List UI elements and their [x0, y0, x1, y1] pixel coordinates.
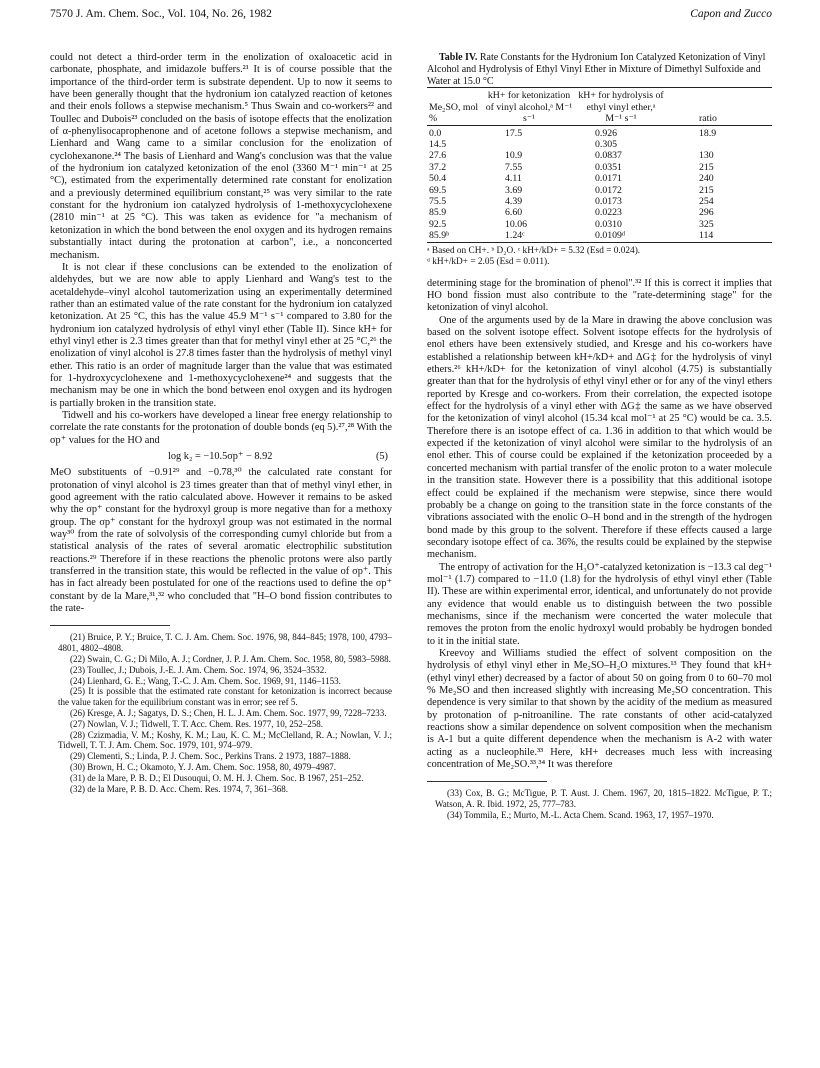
table-cell: 69.5 [429, 184, 447, 196]
footnote: (27) Nowlan, V. J.; Tidwell, T. T. Acc. Chem. Res. 1977, 10, 252–258. [70, 718, 324, 729]
table-footnote: ᵈ kH+/kD+ = 2.05 (Esd = 0.011). [427, 256, 550, 267]
table-cell: 0.0351 [595, 161, 622, 173]
table-cell [483, 139, 575, 150]
footnotes-right [427, 788, 772, 820]
table-cell: 50.4 [429, 173, 447, 185]
column-header: Me₂SO, mol % [429, 101, 479, 125]
table-cell: 215 [699, 161, 714, 173]
table-cell: 7.55 [505, 161, 523, 173]
paragraph: could not detect a third-order term in the enolization of oxaloacetic acid in carbonate, phosphate, and imidazole buffers.²¹ It is of course possible that the importance of the third-order term is substrate dependent. Up to now it seems to have been generally thought that the hydronium ion catalyzed reaction of ketones and their enols follows a stepwise mechanism.⁵ Thus Swain and co-workers²² and Toullec and Dubois²³ concluded on the basis of isotope effects that the enolization of α-phenylisocaprophenone and of acetone follows a stepwise mechanism, and Lienhard and Wang came to a similar conclusion for the enolization of cyclohexanone.²⁴ The basis of Lienhard and Wang's conclusion was that the value of the hydronium ion catalyzed ketonization of the enol (3360 M⁻¹ min⁻¹ at 25 °C), estimated from the experimentally determined rate constant for enolization and a previously determined equilibrium constant,²⁵ was very similar to the rate constant for the hydronium ion catalyzed hydrolysis of 1-methoxycyclohexene (2810 min⁻¹ at 25 °C). This was taken as evidence for "a mechanism of ketonization in which the bond between the enol oxygen and its hydrogen remains substantially intact during the protonation at carbon", i.e., a nonconcerted mechanism. [50, 52, 392, 261]
table-cell: 85.9 [429, 207, 447, 219]
authors-running-head: Capon and Zucco [690, 8, 772, 20]
table-header-row [427, 90, 772, 125]
footnotes-left [50, 632, 392, 794]
table-cell: 17.5 [505, 127, 523, 139]
table-cell: 0.0171 [595, 173, 622, 185]
left-column [50, 52, 392, 794]
footnote: (34) Tommila, E.; Murto, M.-L. Acta Chem. Scand. 1963, 17, 1957–1970. [447, 810, 714, 821]
table-cell: 296 [699, 207, 714, 219]
table-row [427, 219, 772, 230]
table-cell: 130 [699, 150, 714, 162]
table-footnote: ᵃ Based on CH+. ᵇ D₂O. ᶜ kH+/kD+ = 5.32 (Esd = 0.024). [427, 245, 641, 256]
table-cell: 85.9ᵇ [429, 230, 450, 242]
paragraph: One of the arguments used by de la Mare in drawing the above conclusion was based on the solvent isotope effect. Solvent isotope effects for the hydrolysis of enol ethers have been extensively studied, and Kresge and his co-workers have established a relationship between kH+/kD+ and ΔG‡ for the hydrolysis of vinyl ethers.²⁶ kH+/kD+ for the ketonization of vinyl alcohol (4.75) is substantially greater than that for the hydrolysis of ethyl vinyl ether or for any of the vinyl ethers reported by Kresge and co-workers. From their correlation, the expected isotope effect for the hydrolysis of a vinyl ether with ΔG‡ the same as we have observed for the ketonization of vinyl alcohol (15.34 kcal mol⁻¹ at 25 °C) would be ca. 3.5. Therefore there is an isotope effect of ca. 1.36 in addition to that which would be expected if the ketonization of vinyl alcohol were similar to the hydrolysis of an enol ether. This of course could be explained if the ketonization proceeded by a concerted mechanism with partial transfer of the enolic proton to a water molecule in the transition state. However there is a possibility that this additional isotope effect could be explained if the mechanism were stepwise, since there would probably be a change on going to the transition state in the force constants of the vibrations associated with the enolic O–H bond and in the strength of the hydrogen bond made by this group to the solvent. Therefore if these effects caused a large secondary isotope effect of ca. 36%, the results could be explained by the stepwise mechanism. [427, 314, 772, 561]
table-cell: 0.305 [595, 139, 618, 151]
table-row [427, 150, 772, 161]
column-header: kH+ for ketonization of vinyl alcohol,ᵃ M⁻¹ s⁻¹ [485, 90, 573, 125]
paragraph: Tidwell and his co-workers have developed a linear free energy relationship to correlate the rate constants for the protonation of double bonds (eq 5).²⁷,²⁸ With the σp⁺ values for the HO and [50, 409, 392, 446]
table-caption [427, 52, 772, 87]
table-cell: 325 [699, 218, 714, 230]
footnote: (32) de la Mare, P. B. D. Acc. Chem. Res. 1974, 7, 361–368. [70, 783, 288, 794]
table-iv [427, 52, 772, 268]
table-cell: 114 [699, 230, 714, 242]
table-cell: 4.39 [505, 196, 523, 208]
footnote: (30) Brown, H. C.; Okamoto, Y. J. Am. Chem. Soc. 1958, 80, 4979–4987. [70, 762, 337, 773]
paragraph: Kreevoy and Williams studied the effect of solvent composition on the hydrolysis of ethyl vinyl ether in Me₂SO–H₂O mixtures.¹³ They found that kH+ (ethyl vinyl ether) decreased by a factor of about 50 on going from 0 to 60–70 mol % Me₂SO and then increased slightly with increasing Me₂SO concentration. This dependence is very similar to that shown by the acidity of the medium as measured by protonation of p-nitroaniline. The rate constants of other acid-catalyzed reactions show a similar dependence on solvent composition when the mechanism is A-1 but a quite different dependence when the mechanism is A-2 with water acting as a nucleophile.³³ Here, kH+ decreases much less with increasing concentration of Me₂SO.³³,³⁴ It was therefore [427, 647, 772, 771]
table-row [427, 162, 772, 173]
footnote: (31) de la Mare, P. B. D.; El Dusouqui, O. M. H. J. Chem. Soc. B 1967, 251–252. [70, 772, 364, 783]
table-caption-text: Rate Constants for the Hydronium Ion Catalyzed Ketonization of Vinyl Alcohol and Hydrolysis of Ethyl Vinyl Ether in Mixture of Dimethyl Sulfoxide and Water at 15.0 °C [427, 52, 766, 87]
table-cell: 1.24ᶜ [505, 230, 525, 242]
table-cell: 3.69 [505, 184, 523, 196]
footnote: (33) Cox, B. G.; McTigue, P. T. Aust. J. Chem. 1967, 20, 1815–1822. McTigue, P. T.; Watson, A. R. Ibid. 1972, 25, 777–783. [435, 788, 772, 810]
paragraph: It is not clear if these conclusions can be extended to the enolization of aldehydes, but we are now able to apply Lienhard and Wang's test to the acetaldehyde–vinyl alcohol tautomerization using an experimentally determined rather than an estimated value of the rate constant for the hydronium ion catalyzed ketonization. At 25 °C, this has the value 45.9 M⁻¹ s⁻¹ compared to 3.80 for the hydronium ion catalyzed hydrolysis of ethyl vinyl ether (Table II). Since kH+ for ethyl vinyl ether is 2.3 times greater than that for methyl vinyl ether at 25 °C,²⁶ the enolization of vinyl alcohol is 27.8 times faster than the hydrolysis of methyl vinyl ether. This ratio is an order of magnitude larger than the value that was estimated for 1-hydroxycyclohexene and 1-methoxycyclohexene²⁴ and suggests that the mechanism may be one in which the bond between enol oxygen and its hydrogen is partially broken in the transition state. [50, 261, 392, 409]
footnote-divider [50, 625, 170, 626]
table-row [427, 196, 772, 207]
table-cell: 6.60 [505, 207, 523, 219]
equation-5 [50, 451, 392, 463]
table-cell: 240 [699, 173, 714, 185]
table-cell: 0.0310 [595, 218, 622, 230]
table-cell: 0.0109ᵈ [595, 230, 625, 242]
table-cell: 0.0172 [595, 184, 622, 196]
paragraph: MeO substituents of −0.91²⁹ and −0.78,³⁰ the calculated rate constant for protonation of vinyl alcohol is 23 times greater than that of methyl vinyl ether, in good agreement with the ratio calculated above. However it remains to be asked why the σp⁺ constant for the hydroxyl group is more negative than for a methoxy group. The σp⁺ constant for the hydroxyl group was not estimated in the normal way³⁰ from the rate of solvolysis of the corresponding cumyl chloride but from a statistical analysis of the rates of several aromatic electrophilic substitution reactions.²⁹ Therefore if in these reactions the phenolic protons were also partly transferred in the transition state, this would be reflected in the value of σp⁺. This has in fact already been postulated for one of the reactions used to define the σp⁺ constant by de la Mare,³¹,³² who concluded that "H–O bond fission contributes to the rate- [50, 467, 392, 615]
table-cell: 18.9 [699, 127, 717, 139]
table-row [427, 207, 772, 218]
table-row [427, 185, 772, 196]
equation-number: (5) [375, 451, 388, 462]
table-body [427, 128, 772, 243]
table-cell: 10.9 [505, 150, 523, 162]
table-cell: 0.0223 [595, 207, 622, 219]
table-cell: 0.0173 [595, 196, 622, 208]
table-cell: 254 [699, 196, 714, 208]
table-row [427, 173, 772, 184]
footnote: (24) Lienhard, G. E.; Wang, T.-C. J. Am. Chem. Soc. 1969, 91, 1146–1153. [70, 675, 341, 686]
column-header: ratio [699, 113, 717, 125]
footnote: (22) Swain, C. G.; Di Milo, A. J.; Cordner, J. P. J. Am. Chem. Soc. 1958, 80, 5983–5988. [70, 654, 391, 665]
table-cell: 92.5 [429, 218, 447, 230]
paragraph: determining stage for the bromination of phenol".³² If this is correct it implies that HO bond fission must also contribute to the "rate-determining stage" for the ketonization of vinyl alcohol. [427, 277, 772, 314]
equation-text: log k₂ = −10.5σp⁺ − 8.92 [168, 451, 273, 462]
table-label: Table IV. [439, 52, 478, 63]
journal-citation: 7570 J. Am. Chem. Soc., Vol. 104, No. 26, 1982 [50, 8, 272, 20]
footnote: (26) Kresge, A. J.; Sagatys, D. S.; Chen, H. L. J. Am. Chem. Soc. 1977, 99, 7228–7233. [70, 708, 387, 719]
table-cell: 0.0 [429, 127, 442, 139]
table-row [427, 230, 772, 242]
table-cell: 4.11 [505, 173, 522, 185]
table-cell: 10.06 [505, 218, 528, 230]
table-cell: 27.6 [429, 150, 447, 162]
footnote: (29) Clementi, S.; Linda, P. J. Chem. Soc., Perkins Trans. 2 1973, 1887–1888. [70, 751, 351, 762]
right-column [427, 52, 772, 821]
footnote: (28) Czizmadia, V. M.; Koshy, K. M.; Lau, K. C. M.; McClelland, R. A.; Nowlan, V. J.; Tidwell, T. T. J. Am. Chem. Soc. 1979, 101, 974–979. [58, 729, 392, 751]
paragraph: The entropy of activation for the H₃O⁺-catalyzed ketonization is −13.3 cal deg⁻¹ mol⁻¹ (1.7) compared to −11.0 (1.8) for the hydrolysis of ethyl vinyl ether (Table II). These are within experimental error, identical, and unfortunately do not provide any evidence that would enable us to distinguish between the two possible mechanisms, since if the mechanism were concerted the water molecule that removes the proton from the enolic hydroxyl would probably be hydrogen bonded to it in the initial state. [427, 561, 772, 647]
table-footnotes [427, 246, 772, 268]
footnote: (21) Bruice, P. Y.; Bruice, T. C. J. Am. Chem. Soc. 1976, 98, 844–845; 1978, 100, 4793–4801, 4802–4808. [58, 632, 392, 654]
footnote: (23) Toullec, J.; Dubois, J.-E. J. Am. Chem. Soc. 1974, 96, 3524–3532. [70, 664, 327, 675]
page-header [50, 8, 772, 24]
footnote-divider [427, 781, 547, 782]
footnote: (25) It is possible that the estimated rate constant for ketonization is incorrect because the value taken for the equilibrium constant was in error; see ref 5. [58, 686, 392, 708]
table-cell: 0.926 [595, 127, 618, 139]
table-cell: 215 [699, 184, 714, 196]
table-cell: 37.2 [429, 161, 447, 173]
table-cell: 75.5 [429, 196, 447, 208]
table-row [427, 128, 772, 139]
data-table [427, 87, 772, 244]
table-cell [667, 139, 772, 150]
table-cell: 14.5 [429, 139, 447, 151]
table-cell: 0.0837 [595, 150, 622, 162]
column-header: kH+ for hydrolysis of ethyl vinyl ether,ᵃ M⁻¹ s⁻¹ [578, 90, 664, 125]
table-row [427, 139, 772, 150]
